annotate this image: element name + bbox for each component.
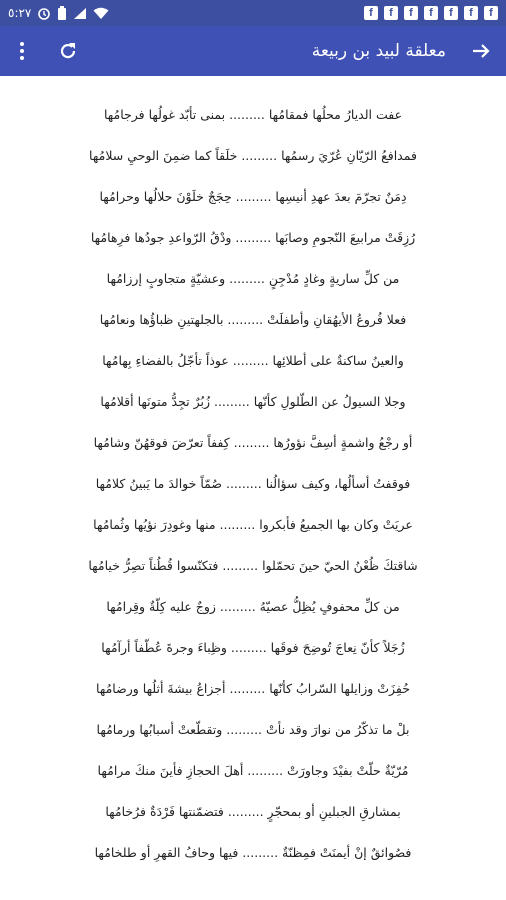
page-title: معلقة لبيد بن ربيعة xyxy=(311,41,446,61)
poem-verse: رُزِقَتْ مرابيعَ النّجومِ وصابَها ......... ودْقُ الرّواعدِ جودُها فرِهامُها xyxy=(90,230,416,245)
poem-verse: بلْ ما تذكّرُ من نوارَ وقد نأتْ ......... وتقطّعتْ أسبابُها ورمامُها xyxy=(96,722,410,737)
more-options-icon[interactable] xyxy=(12,41,32,61)
facebook-icon: f xyxy=(484,6,498,20)
poem-verse: أو رجْعُ واشمةٍ أسِفَّ نؤورُها ......... كِففاً تعرّضَ فوقهُنّ وشامُها xyxy=(93,435,413,450)
facebook-icon: f xyxy=(464,6,478,20)
facebook-icon: f xyxy=(384,6,398,20)
poem-verse: عفت الديارُ محلُها فمقامُها ......... بمنى تأبّد غولُها فرجامُها xyxy=(103,107,403,122)
poem-verse: زُجَلاً كأنّ نِعاجَ تُوضِحَ فوقَها ......... وظِباءَ وجرةَ عُطّفاً أرآمُها xyxy=(101,640,405,655)
facebook-icon: f xyxy=(404,6,418,20)
alarm-icon xyxy=(37,6,51,20)
signal-icon xyxy=(73,7,87,20)
back-arrow-icon[interactable] xyxy=(468,42,494,60)
poem-verse: وجلا السيولُ عن الطّلولِ كأنّها ......... زُبُرٌ تجِدُّ متونَها أقلامُها xyxy=(100,394,406,409)
poem-verse: والعينُ ساكنةٌ على أطلائِها ......... عوذاً تأجّلُ بالفضاءِ بِهامُها xyxy=(102,353,404,368)
poem-verse: من كلِّ ساريةٍ وغادٍ مُدْجِنٍ ......... وعشيّةٍ متجاوبٍ إرزامُها xyxy=(106,271,400,286)
poem-verse: من كلِّ محفوفٍ يُظِلُّ عصيّهُ ......... زوجٌ عليه كِلّةٌ وقِرامُها xyxy=(106,599,400,614)
clock: ٥:٢٧ xyxy=(8,6,32,20)
poem-verse: فمدافعُ الرّيّانِ عُرّيَ رسمُها ......... خلَقاً كما ضمِنَ الوحيِ سلامُها xyxy=(89,148,417,163)
facebook-icon: f xyxy=(444,6,458,20)
poem-verse: فصُوائقٌ إنْ أيمنَتْ فمِظنّةٌ ......... فيها وحافُ القهرِ أو طلخامُها xyxy=(94,845,412,860)
facebook-icon: f xyxy=(364,6,378,20)
poem-verse: فعلا فُروعُ الأيهُقانِ وأطفلَتْ ......... بالجلهتينِ ظباؤُها ونعامُها xyxy=(99,312,407,327)
status-bar xyxy=(0,0,506,26)
poem-verse: حُفِزَتْ وزايلها السّرابُ كأنّها ......... أجزاعُ بيشةَ أثلُها ورضامُها xyxy=(96,681,410,696)
poem-verse: دِمَنٌ تجرّمَ بعدَ عهدِ أنيسِها ......... حِجَجٌ خلَوْنَ حلالُها وحرامُها xyxy=(99,189,407,204)
poem-verse: بمشارقِ الجبلينِ أو بمحجّرٍ ......... فتضمّنتها فَرْدَةٌ فرُخامُها xyxy=(105,804,401,819)
poem-content[interactable] xyxy=(0,76,506,900)
poem-verse: مُرّيّةٌ حلّتْ بفيْدَ وجاورَتْ ......... أهلَ الحجازِ فأينَ منكَ مرامُها xyxy=(97,763,409,778)
wifi-icon xyxy=(93,7,109,20)
poem-verse: فوقفتُ أسألُها، وكيف سؤالُنا ......... صُمّاً خوالدَ ما يَبينُ كلامُها xyxy=(95,476,411,491)
poem-verse: شاقتكَ ظُعْنُ الحيّ حينَ تحمّلوا ......... فتكنّسوا قُطُناً تصِرُّ خيامُها xyxy=(88,558,418,573)
status-left xyxy=(8,6,109,21)
battery-icon xyxy=(57,6,67,21)
refresh-icon[interactable] xyxy=(48,41,88,61)
facebook-icon: f xyxy=(424,6,438,20)
app-bar xyxy=(0,26,506,76)
status-notifications xyxy=(364,6,498,20)
poem-verse: عريَتْ وكان بها الجميعُ فأبكروا ......... منها وغودِرَ نؤيُها وثُمامُها xyxy=(93,517,413,532)
